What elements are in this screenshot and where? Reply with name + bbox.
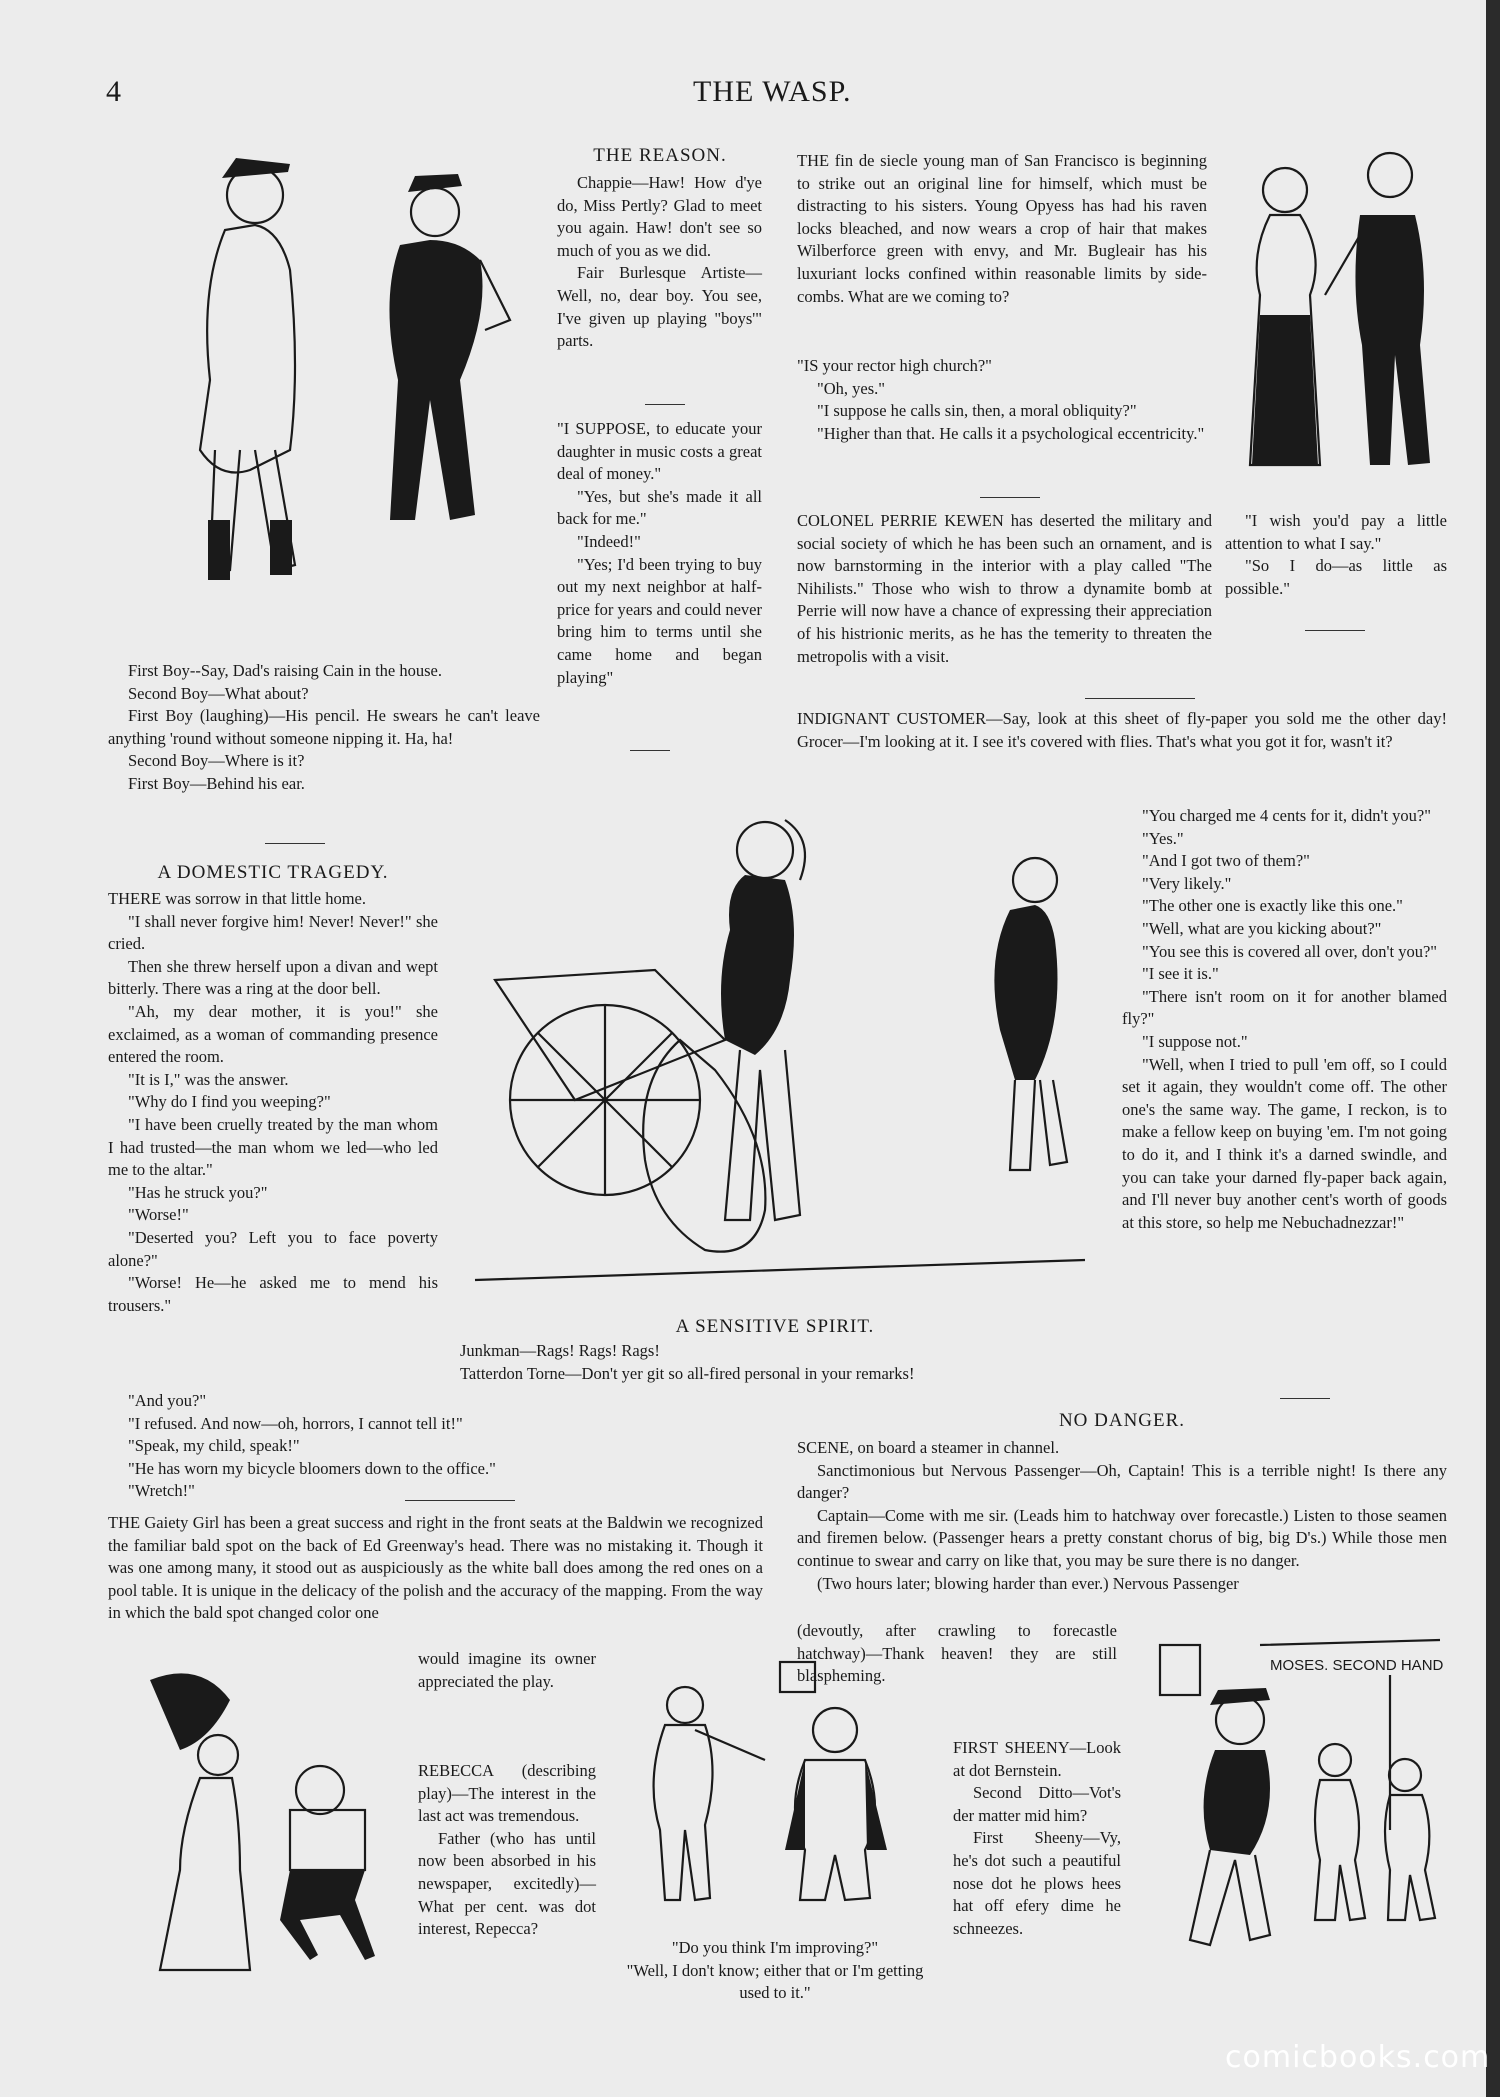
tragedy-line: "It is I," was the answer. [128, 1069, 289, 1089]
tragedy-text [108, 888, 438, 1317]
boys-line: First Boy--Say, Dad's raising Cain in the house. [128, 661, 442, 680]
rector-paragraph: "IS your rector high church?" [797, 356, 992, 375]
rector-text [797, 355, 1207, 445]
customer-dialogue [1122, 805, 1447, 1234]
divider [405, 1500, 515, 1501]
music-paragraph: "I SUPPOSE, to educate your daughter in music costs a great deal of money." [557, 419, 762, 484]
tragedy-ending [108, 1390, 788, 1503]
tragedy-line: "Deserted you? Left you to face poverty alone?" [108, 1227, 438, 1270]
boys-line: First Boy (laughing)—His pencil. He swears he can't leave anything 'round without someone nipping it. Ha, ha! [108, 706, 540, 748]
customer-line: "Well, when I tried to pull 'em off, so I could set it again, they wouldn't come off. The other one's the same way. The game, I reckon, is to make a fellow keep on buying 'em. I'm not going to do it, and I think it's a darned swindle, and you can take your darned fly-paper back again, and I'll never buy another cent's worth of goods at this store, so help me Nebuchadnezzar!" [1122, 1054, 1447, 1232]
watermark: comicbooks.com [1225, 2040, 1491, 2075]
reason-heading: THE REASON. [593, 145, 727, 166]
tragedy-line: "Speak, my child, speak!" [128, 1436, 300, 1456]
customer-line: "You charged me 4 cents for it, didn't you?" [1142, 806, 1431, 825]
tragedy-paragraph: THERE was sorrow in that little home. [108, 889, 366, 908]
wish-paragraph: "So I do—as little as possible." [1225, 556, 1447, 598]
customer-line: "The other one is exactly like this one." [1142, 896, 1403, 916]
danger-paragraph: (Two hours later; blowing harder than ever.) Nervous Passenger [817, 1573, 1239, 1593]
customer-line: "Yes." [1142, 828, 1184, 848]
customer-line: "You see this is covered all over, don't you?" [1142, 941, 1438, 961]
violin-caption [625, 1937, 925, 2005]
tragedy-line: "Worse!" [128, 1205, 189, 1225]
colonel-text [797, 510, 1447, 668]
divider [980, 497, 1040, 498]
music-paragraph: "Indeed!" [577, 531, 641, 551]
spirit-caption [460, 1340, 1100, 1385]
danger-text [797, 1437, 1447, 1595]
tragedy-line: "He has worn my bicycle bloomers down to the office." [128, 1458, 496, 1478]
tragedy-line: "I shall never forgive him! Never! Never!" she cried. [108, 911, 438, 954]
customer-line: "Well, what are you kicking about?" [1142, 918, 1382, 938]
tragedy-line: "Has he struck you?" [128, 1182, 268, 1202]
sheeny-paragraph: First Sheeny—Vy, he's dot such a peautiful nose dot he plows hees hat off efery dime he schneezes. [953, 1828, 1121, 1938]
divider [630, 750, 670, 751]
page-number: 4 [106, 75, 121, 108]
violin-illustration [625, 1650, 925, 1915]
tragedy-line: "Why do I find you weeping?" [128, 1092, 331, 1112]
spirit-heading: A SENSITIVE SPIRIT. [675, 1316, 875, 1337]
danger-ending: (devoutly, after crawling to forecastle hatchway)—Thank heaven! they are still blaspheming. [797, 1621, 1117, 1686]
danger-paragraph: Sanctimonious but Nervous Passenger—Oh, Captain! This is a terrible night! Is there any danger? [797, 1460, 1447, 1503]
sheeny-text [953, 1737, 1121, 1940]
customer-intro: INDIGNANT CUSTOMER—Say, look at this sheet of fly-paper you sold me the other day! Grocer—I'm looking at it. I see it's covered with flies. That's what you got it for, wasn't it? [797, 709, 1447, 751]
rebecca-text [418, 1760, 596, 1941]
colonel-paragraph: COLONEL PERRIE KEWEN has deserted the military and social society of which he has been such an ornament, and is now barnstorming in the interior with a play called "The Nihilists." Those who wish to throw a dynamite bomb at Perrie will now have a chance of expressing their appreciation of his histrionic merits, as he has the temerity to threaten the metropolis with a visit. [797, 511, 1212, 666]
rector-paragraph: "Oh, yes." [817, 378, 886, 398]
danger-paragraph: Captain—Come with me sir. (Leads him to hatchway over forecastle.) Listen to those seamen and firemen below. (Passenger hears a pretty constant chorus of big, big D's.) While those men continue to swear and carry on like that, you may be sure there is no danger. [797, 1505, 1447, 1570]
divider [265, 843, 325, 844]
rebecca-paragraph: Father (who has until now been absorbed in his newspaper, excitedly)—What per cent. was dot interest, Repecca? [418, 1828, 596, 1939]
danger-heading: NO DANGER. [1058, 1410, 1186, 1431]
tragedy-line: "Ah, my dear mother, it is you!" she exclaimed, as a woman of commanding presence entered the room. [108, 1001, 438, 1067]
boys-line: Second Boy—Where is it? [128, 751, 305, 771]
couple-illustration [1230, 145, 1450, 485]
junkman-line: Junkman—Rags! Rags! Rags! [460, 1341, 660, 1360]
music-paragraph: "Yes, but she's made it all back for me." [557, 486, 762, 529]
violin-line: "Well, I don't know; either that or I'm getting used to it." [626, 1960, 924, 2003]
theater-illustration [140, 1660, 400, 1980]
divider [1280, 1398, 1330, 1399]
tragedy-line: Then she threw herself upon a divan and wept bitterly. There was a ring at the door bell. [108, 956, 438, 999]
divider [645, 404, 685, 405]
gaiety-text: THE Gaiety Girl has been a great success and right in the front seats at the Baldwin we recognized the familiar bald spot on the back of Ed Greenway's head. There was no mistaking it. Though it was one among many, it stood out as auspiciously as the white ball does among the red ones on a pool table. It is unique in the delicacy of the polish and the accuracy of the mapping. From the way in which the bald spot changed color one [108, 1513, 763, 1623]
boys-dialogue [108, 660, 540, 796]
boys-line: Second Boy—What about? [128, 683, 309, 703]
junkman-illustration [455, 780, 1105, 1310]
customer-line: "I suppose not." [1142, 1031, 1248, 1051]
tragedy-line: "Wretch!" [128, 1481, 195, 1501]
shop-illustration [1140, 1630, 1450, 1960]
sheeny-paragraph: FIRST SHEENY—Look at dot Bernstein. [953, 1738, 1121, 1780]
rector-paragraph: "Higher than that. He calls it a psychological eccentricity." [817, 423, 1205, 443]
music-paragraph: "Yes; I'd been trying to buy out my next neighbor at half-price for years and could never bring him to terms until she came home and began playing" [557, 554, 762, 687]
tatterdon-line: Tatterdon Torne—Don't yer git so all-fired personal in your remarks! [460, 1363, 915, 1383]
customer-line: "I see it is." [1142, 964, 1219, 984]
shop-sign: MOSES. SECOND HAND [1270, 1657, 1444, 1674]
reason-text [557, 172, 762, 353]
customer-line: "Very likely." [1142, 873, 1232, 893]
danger-paragraph: SCENE, on board a steamer in channel. [797, 1438, 1060, 1457]
boys-line: First Boy—Behind his ear. [128, 773, 305, 793]
masthead-title: THE WASP. [693, 75, 852, 108]
customer-line: "There isn't room on it for another blamed fly?" [1122, 986, 1447, 1029]
tragedy-line: "Worse! He—he asked me to mend his trousers." [108, 1273, 438, 1315]
tragedy-heading: A DOMESTIC TRAGEDY. [157, 862, 389, 883]
fin-de-siecle-text: THE fin de siecle young man of San Francisco is beginning to strike out an original line for himself, which must be distracting to his sisters. Young Opyess has had his raven locks bleached, and now wears a crop of hair that makes Wilberforce green with envy, and Mr. Bugleair has his luxuriant locks confined within reasonable limits by side-combs. What are we coming to? [797, 151, 1207, 306]
wish-paragraph: "I wish you'd pay a little attention to what I say." [1225, 511, 1447, 553]
rector-paragraph: "I suppose he calls sin, then, a moral obliquity?" [817, 401, 1137, 421]
music-text [557, 418, 762, 689]
page-edge [1486, 0, 1500, 2097]
sheeny-paragraph: Second Ditto—Vot's der matter mid him? [953, 1783, 1121, 1825]
divider [1085, 698, 1195, 699]
tragedy-line: "And you?" [128, 1391, 207, 1410]
reason-paragraph: Chappie—Haw! How d'ye do, Miss Pertly? Glad to meet you again. Haw! don't see so much of you as we did. [557, 173, 762, 260]
rebecca-paragraph: REBECCA (describing play)—The interest in the last act was tremendous. [418, 1761, 596, 1826]
tragedy-line: "I refused. And now—oh, horrors, I cannot tell it!" [128, 1413, 463, 1433]
reason-paragraph: Fair Burlesque Artiste— Well, no, dear boy. You see, I've given up playing "boys'" parts. [557, 263, 762, 351]
violin-line: "Do you think I'm improving?" [671, 1938, 879, 1957]
tragedy-line: "I have been cruelly treated by the man whom I had trusted—the man whom we led—who led me to the altar." [108, 1114, 438, 1180]
customer-line: "And I got two of them?" [1142, 851, 1310, 871]
two-boys-illustration [140, 150, 520, 650]
gaiety-ending: would imagine its owner appreciated the play. [418, 1649, 596, 1691]
